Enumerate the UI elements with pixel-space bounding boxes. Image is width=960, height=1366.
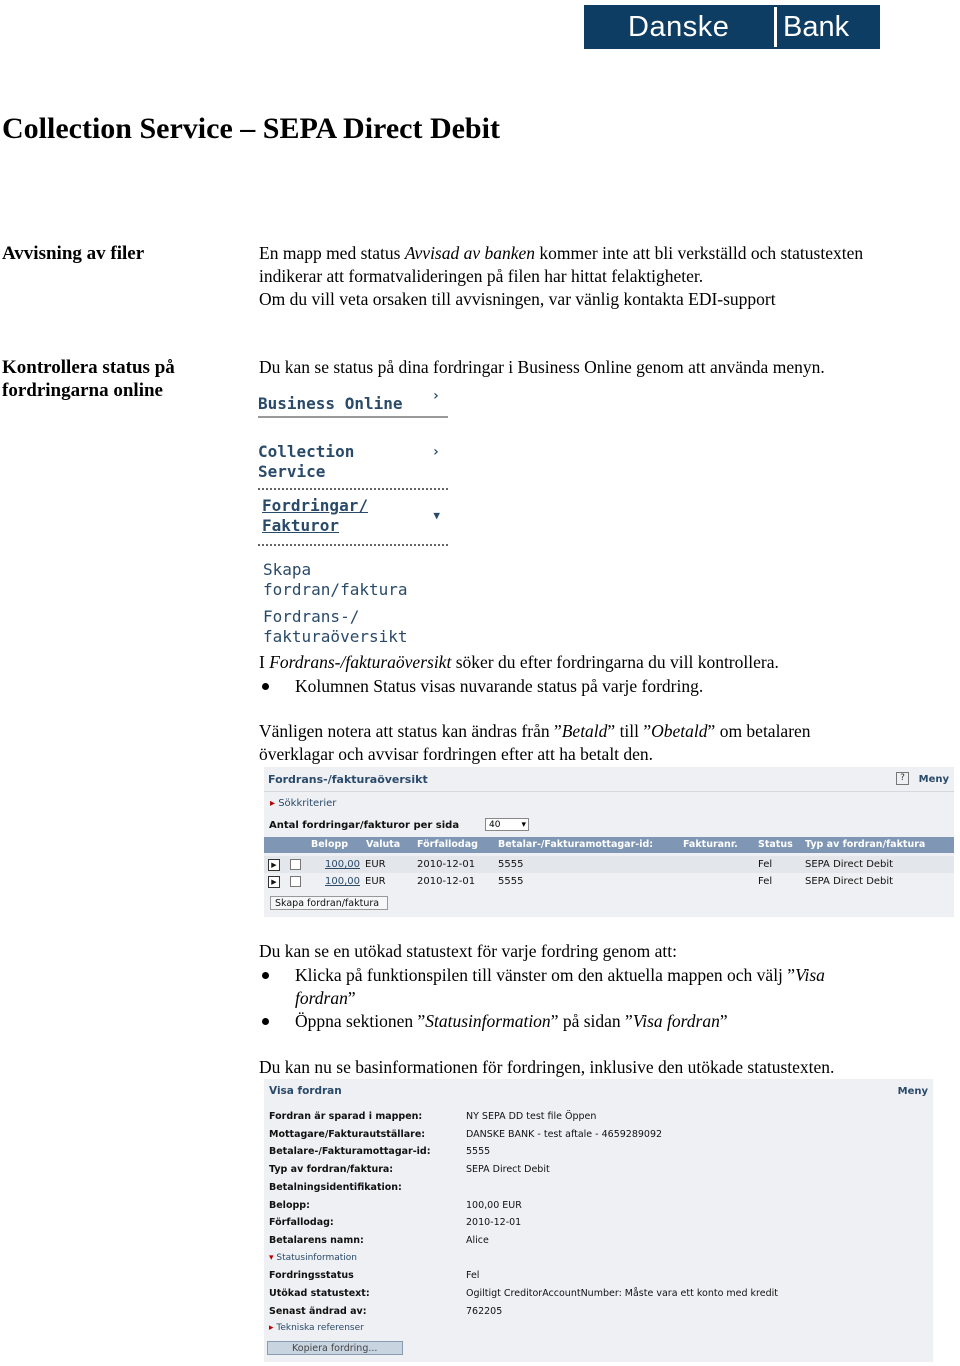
help-icon[interactable]: ? <box>896 772 909 785</box>
payer-cell: 5555 <box>498 859 524 870</box>
basic-info-text: Du kan nu se basinformationen för fordringen, inklusive den utökade statustexten. <box>259 1057 835 1077</box>
detail-row: Mottagare/Fakturautställare: DANSKE BANK - test aftale - 4659289092 <box>269 1129 663 1140</box>
detail-row: Betalarens namn: Alice <box>269 1235 489 1246</box>
payer-cell: 5555 <box>498 876 524 887</box>
column-header[interactable]: Fakturanr. <box>683 839 738 850</box>
column-header[interactable]: Status <box>758 839 793 850</box>
column-header[interactable]: Förfallodag <box>417 839 478 850</box>
table-header <box>264 837 954 853</box>
search-criteria-toggle[interactable]: ▸ Sökkriterier <box>270 798 336 809</box>
column-header[interactable]: Betalar-/Fakturamottagar-id: <box>498 839 654 850</box>
menu-link[interactable]: Meny <box>897 1086 928 1097</box>
section-kontrollera-intro: Du kan se status på dina fordringar i Business Online genom att använda menyn. <box>259 357 825 377</box>
menu-fordrans-oversikt[interactable]: Fordrans-/ fakturaöversikt <box>263 607 408 646</box>
caret-down-icon: ▾ <box>269 1253 277 1263</box>
section-label-avvisning: Avvisning av filer <box>2 243 145 264</box>
detail-row: Fordringsstatus Fel <box>269 1270 480 1281</box>
type-cell: SEPA Direct Debit <box>805 876 894 887</box>
list-item: Kolumnen Status visas nuvarande status på varje fordring. <box>259 675 703 698</box>
logo-bank-text: Bank <box>774 7 878 47</box>
detail-title: Visa fordran <box>269 1085 342 1097</box>
status-bullet-list <box>259 675 703 698</box>
row-checkbox[interactable] <box>290 876 301 887</box>
menu-skapa-fordran[interactable]: Skapa fordran/faktura <box>263 560 408 599</box>
menu-collection-service[interactable]: Collection Service › <box>258 442 448 490</box>
list-item: Klicka på funktionspilen till vänster om den aktuella mappen och välj ”Visa fordran” <box>259 964 939 1010</box>
menu-business-online[interactable]: Business Online › <box>258 386 448 418</box>
amount-link[interactable]: 100,00 <box>325 859 360 870</box>
menu-link[interactable]: Meny <box>918 774 949 785</box>
detail-header <box>264 1079 933 1101</box>
chevron-right-icon: › <box>431 444 440 460</box>
detail-row: Utökad statustext: Ogiltigt CreditorAccountNumber: Måste vara ett konto med kredit <box>269 1288 778 1299</box>
chevron-right-icon: › <box>431 388 440 404</box>
row-checkbox[interactable] <box>290 859 301 870</box>
logo-danske-text: Danske <box>628 10 730 43</box>
list-item: Öppna sektionen ”Statusinformation” på sidan ”Visa fordran” <box>259 1010 939 1033</box>
section-avvisning-text: En mapp med status Avvisad av banken kommer inte att bli verkställd och statustexten indikerar att formatvalideringen på filen har hittat felaktigheter. Om du vill veta orsaken till avvisningen, var vänlig kontakta EDI-support <box>259 243 864 309</box>
extended-status-steps <box>259 964 939 1033</box>
per-page-label: Antal fordringar/fakturor per sida <box>269 820 460 831</box>
column-header[interactable]: Typ av fordran/faktura <box>805 839 926 850</box>
overview-title: Fordrans-/fakturaöversikt <box>268 773 428 786</box>
danske-bank-logo <box>584 5 880 49</box>
section-label-kontrollera: Kontrollera status på fordringarna online <box>2 357 175 401</box>
technical-references-toggle[interactable]: ▸ Tekniska referenser <box>269 1323 364 1333</box>
column-header[interactable]: Valuta <box>366 839 401 850</box>
function-arrow-icon[interactable]: ▶ <box>268 876 280 888</box>
business-online-menu <box>258 386 448 647</box>
status-cell: Fel <box>758 876 773 887</box>
extended-status-intro: Du kan se en utökad statustext för varje fordring genom att: <box>259 941 677 961</box>
detail-row: Senast ändrad av: 762205 <box>269 1306 503 1317</box>
caret-right-icon: ▸ <box>269 1323 277 1333</box>
detail-screenshot <box>264 1079 933 1362</box>
detail-row: Typ av fordran/faktura: SEPA Direct Debit <box>269 1164 550 1175</box>
overview-screenshot <box>264 767 954 917</box>
due-date-cell: 2010-12-01 <box>417 876 476 887</box>
status-cell: Fel <box>758 859 773 870</box>
due-date-cell: 2010-12-01 <box>417 859 476 870</box>
table-row <box>264 873 954 890</box>
table-row <box>264 856 954 873</box>
amount-link[interactable]: 100,00 <box>325 876 360 887</box>
create-claim-button[interactable]: Skapa fordran/faktura <box>270 896 388 910</box>
currency-cell: EUR <box>365 859 386 870</box>
currency-cell: EUR <box>365 876 386 887</box>
page-title: Collection Service – SEPA Direct Debit <box>2 112 500 145</box>
column-header[interactable]: Belopp <box>311 839 349 850</box>
status-info-section-toggle[interactable]: ▾ Statusinformation <box>269 1253 358 1263</box>
status-change-note: Vänligen notera att status kan ändras från ”Betald” till ”Obetald” om betalaren överklagar och avvisar fordringen efter att ha betalt den. <box>259 721 811 764</box>
search-instruction: I Fordrans-/fakturaöversikt söker du efter fordringarna du vill kontrollera. <box>259 652 779 672</box>
detail-row: Belopp: 100,00 EUR <box>269 1200 522 1211</box>
function-arrow-icon[interactable]: ▶ <box>268 859 280 871</box>
overview-header <box>264 767 954 792</box>
chevron-down-icon: ▼ <box>433 509 440 522</box>
menu-fordringar-fakturor[interactable]: Fordringar/ Fakturor ▼ <box>258 496 448 546</box>
type-cell: SEPA Direct Debit <box>805 859 894 870</box>
per-page-select[interactable]: 40 ▾ <box>485 818 529 831</box>
copy-claim-button[interactable]: Kopiera fordring... <box>267 1341 403 1355</box>
detail-row: Förfallodag: 2010-12-01 <box>269 1217 522 1228</box>
detail-row: Betalningsidentifikation: <box>269 1182 402 1193</box>
detail-row: Fordran är sparad i mappen: NY SEPA DD test file Öppen <box>269 1111 597 1122</box>
detail-row: Betalare-/Fakturamottagar-id: 5555 <box>269 1146 491 1157</box>
